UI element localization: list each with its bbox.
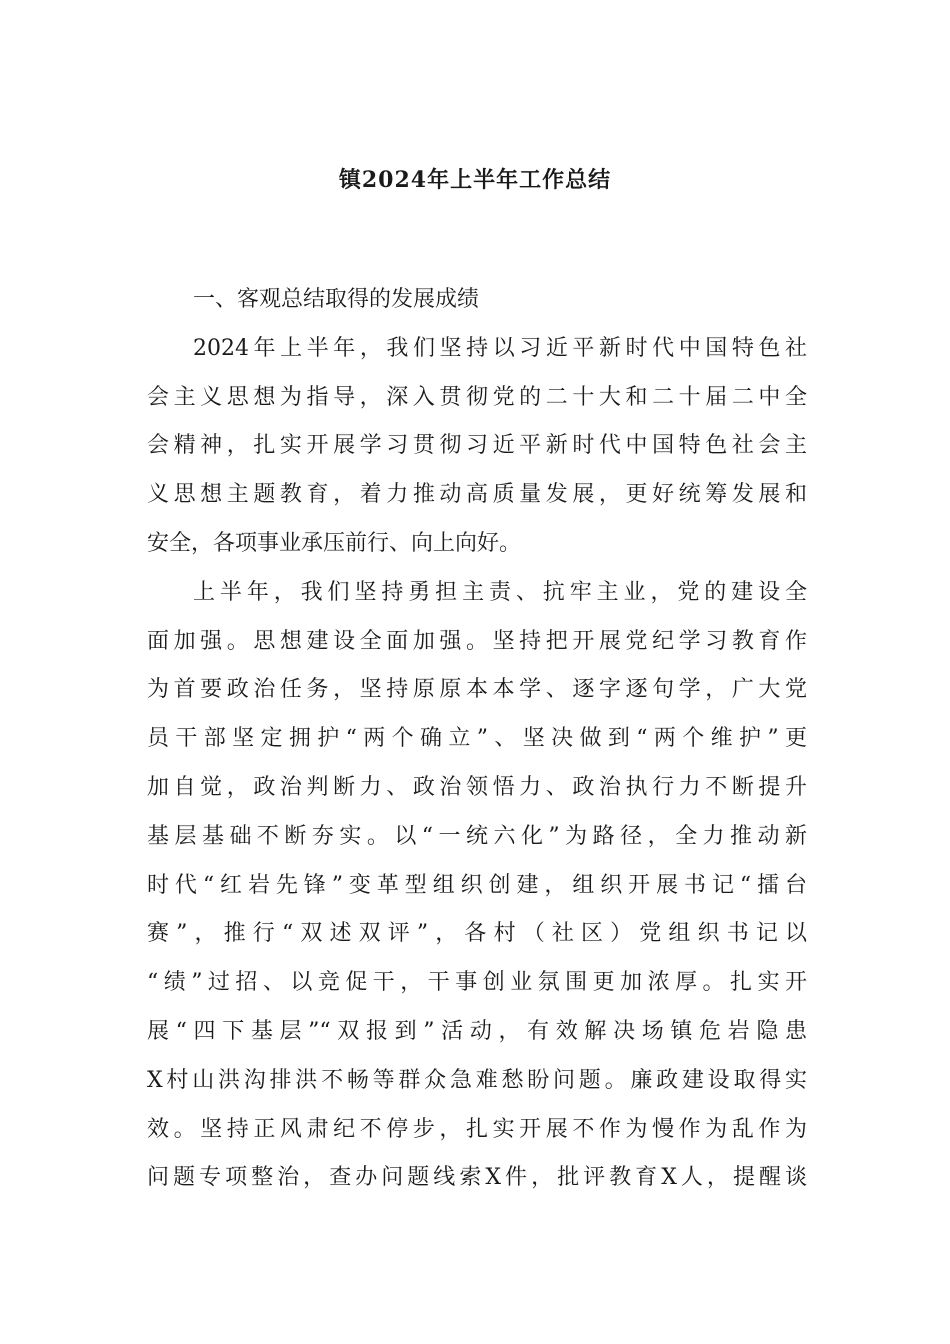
- text-line: 时代“红岩先锋”变革型组织创建，组织开展书记“擂台: [147, 872, 807, 898]
- text-line: 面加强。思想建设全面加强。坚持把开展党纪学习教育作: [147, 628, 807, 654]
- text-line: 会主义思想为指导，深入贯彻党的二十大和二十届二中全: [147, 384, 807, 410]
- text-line: 为首要政治任务，坚持原原本本学、逐字逐句学，广大党: [147, 677, 807, 703]
- text-line: 上半年，我们坚持勇担主责、抗牢主业，党的建设全: [193, 579, 807, 605]
- text-line: 赛”，推行“双述双评”，各村（社区）党组织书记以: [147, 921, 807, 947]
- text-line: “绩”过招、以竞促干，干事创业氛围更加浓厚。扎实开: [147, 970, 807, 996]
- document-title: 镇2024年上半年工作总结: [338, 167, 612, 193]
- text-line: 员干部坚定拥护“两个确立”、坚决做到“两个维护”更: [147, 726, 807, 752]
- text-line: 会精神，扎实开展学习贯彻习近平新时代中国特色社会主: [147, 433, 807, 459]
- text-line: 加自觉，政治判断力、政治领悟力、政治执行力不断提升: [147, 774, 807, 800]
- text-line: 安全，各项事业承压前行、向上向好。: [147, 530, 522, 556]
- text-line: 问题专项整治，查办问题线索X件，批评教育X人，提醒谈: [147, 1165, 807, 1191]
- text-line: 一、客观总结取得的发展成绩: [193, 287, 480, 312]
- document-body: [147, 276, 807, 1203]
- text-line: 2024年上半年，我们坚持以习近平新时代中国特色社: [193, 335, 807, 361]
- text-line: 义思想主题教育，着力推动高质量发展，更好统筹发展和: [147, 482, 807, 508]
- text-line: X村山洪沟排洪不畅等群众急难愁盼问题。廉政建设取得实: [147, 1067, 807, 1093]
- text-line: 基层基础不断夯实。以“一统六化”为路径，全力推动新: [147, 823, 807, 849]
- text-line: 展“四下基层”“双报到”活动，有效解决场镇危岩隐患: [147, 1018, 807, 1044]
- text-line: 效。坚持正风肃纪不停步，扎实开展不作为慢作为乱作为: [147, 1116, 807, 1142]
